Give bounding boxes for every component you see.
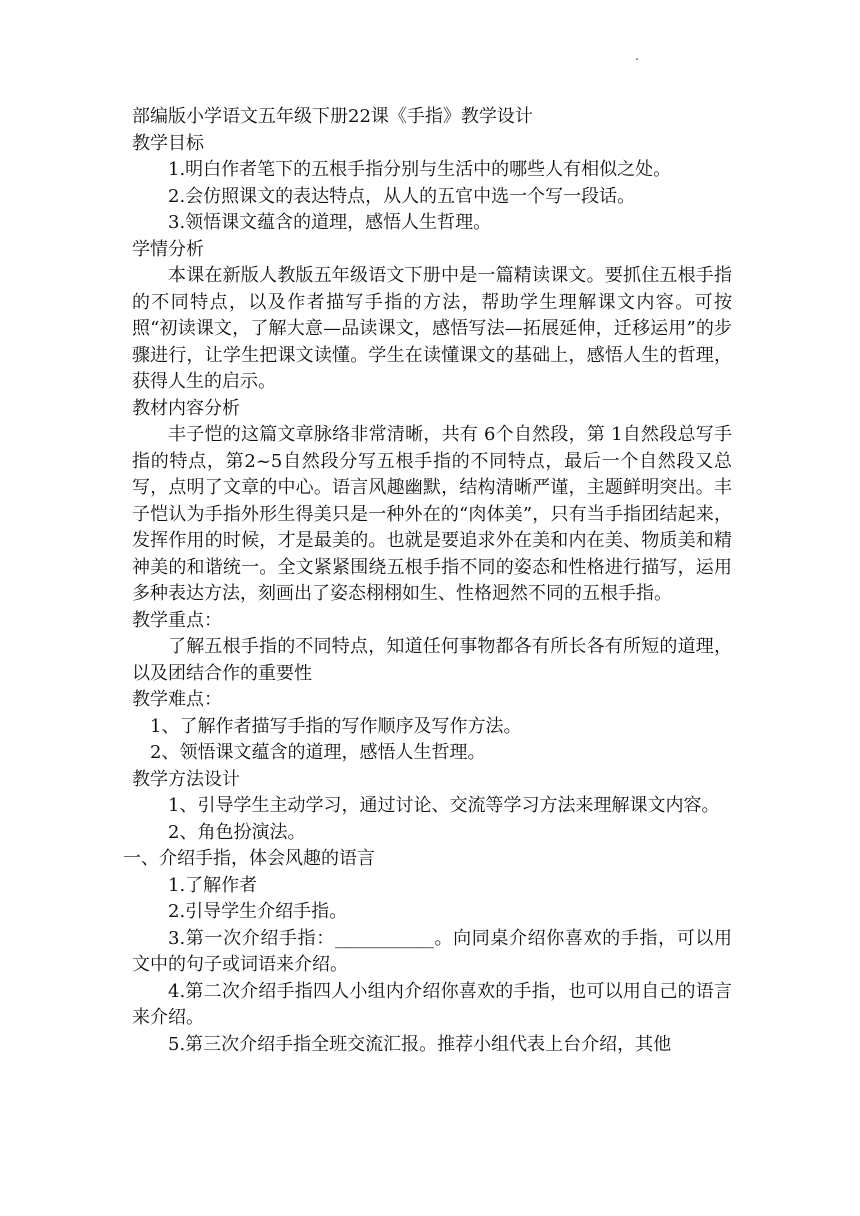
goal-item-1: 1.明白作者笔下的五根手指分别与生活中的哪些人有相似之处。 xyxy=(168,159,672,180)
document-title: 部编版小学语文五年级下册22课《手指》教学设计 xyxy=(132,106,533,127)
method-item-1: 1、引导学生主动学习，通过讨论、交流等学习方法来理解课文内容。 xyxy=(168,795,720,816)
difficulty-item-1: 1、了解作者描写手指的写作顺序及写作方法。 xyxy=(150,715,522,737)
section1-item-1: 1.了解作者 xyxy=(168,874,258,896)
learner-analysis-text: 本课在新版人教版五年级语文下册中是一篇精读课文。要抓住五根手指的不同特点，以及作者描写手指的方法，帮助学生理解课文内容。可按照“初读课文，了解大意—品读课文，感悟写法—拓展延伸，迁移运用”的步骤进行，让学生把课文读懂。学生在读懂课文的基础上，感悟人生的哲理，获得人生的启示。 xyxy=(132,265,732,392)
section1-item-2: 2.引导学生介绍手指。 xyxy=(168,901,348,922)
material-analysis-heading: 教材内容分析 xyxy=(132,397,240,419)
goal-item-2: 2.会仿照课文的表达特点，从人的五官中选一个写一段话。 xyxy=(168,185,636,207)
section1-item-3: 3.第一次介绍手指：___________。向同桌介绍你喜欢的手指，可以用文中的句子或词语来介绍。 xyxy=(132,927,732,975)
section1-item-5: 5.第三次介绍手指全班交流汇报。推荐小组代表上台介绍，其他 xyxy=(168,1033,672,1055)
goal-item-3: 3.领悟课文蕴含的道理，感悟人生哲理。 xyxy=(168,212,492,233)
key-points-text: 了解五根手指的不同特点，知道任何事物都各有所长各有所短的道理，以及团结合作的重要性 xyxy=(132,636,732,684)
key-points-heading: 教学重点： xyxy=(132,609,222,631)
learner-analysis-heading: 学情分析 xyxy=(132,238,204,260)
page-dot xyxy=(636,58,638,60)
section1-item-4: 4.第二次介绍手指四人小组内介绍你喜欢的手指，也可以用自己的语言来介绍。 xyxy=(132,980,732,1028)
document-body xyxy=(123,104,732,1058)
section1-heading: 一、介绍手指，体会风趣的语言 xyxy=(123,848,375,869)
methods-heading: 教学方法设计 xyxy=(132,768,240,790)
goals-heading: 教学目标 xyxy=(132,132,204,154)
material-analysis-text: 丰子恺的这篇文章脉络非常清晰，共有 6个自然段，第 1自然段总写手指的特点，第2~5自然段分写五根手指的不同特点，最后一个自然段又总写，点明了文章的中心。语言风趣幽默，结构清晰严谨，主题鲜明突出。丰子恺认为手指外形生得美只是一种外在的“肉体美”，只有当手指团结起来，发挥作用的时候，才是最美的。也就是要追求外在美和内在美、物质美和精神美的和谐统一。全文紧紧围绕五根手指不同的姿态和性格进行描写，运用多种表达方法，刻画出了姿态栩栩如生、性格迥然不同的五根手指。 xyxy=(132,424,732,604)
method-item-2: 2、角色扮演法。 xyxy=(168,821,306,843)
difficulties-heading: 教学难点： xyxy=(132,689,222,710)
difficulty-item-2: 2、领悟课文蕴含的道理，感悟人生哲理。 xyxy=(150,742,486,763)
